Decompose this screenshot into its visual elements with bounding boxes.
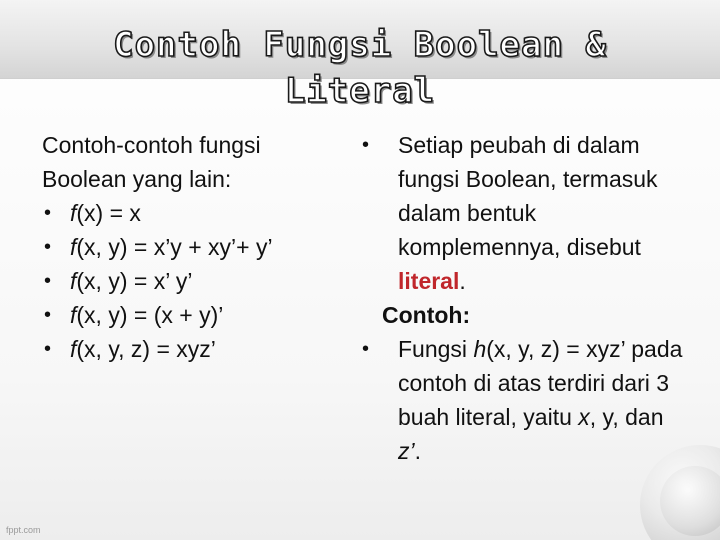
example-literal-x: x bbox=[578, 404, 590, 430]
left-column bbox=[42, 128, 342, 366]
function-list bbox=[42, 196, 342, 366]
bullet-icon: • bbox=[44, 202, 52, 224]
literal-keyword: literal bbox=[398, 268, 460, 294]
slide-title bbox=[60, 22, 660, 114]
list-item bbox=[42, 230, 342, 264]
bullet-icon: • bbox=[44, 236, 52, 258]
bullet-icon: • bbox=[44, 304, 52, 326]
right-column bbox=[362, 128, 692, 468]
watermark: fppt.com bbox=[6, 525, 41, 535]
example-label: Contoh: bbox=[382, 302, 471, 328]
list-item bbox=[42, 298, 342, 332]
example-description: pada contoh di atas terdiri dari 3 buah literal, yaitu bbox=[398, 336, 683, 430]
example-text bbox=[362, 332, 692, 468]
function-name: f bbox=[70, 200, 77, 226]
literal-definition bbox=[362, 128, 692, 298]
function-name: f bbox=[70, 336, 77, 362]
intro-line-2: Boolean yang lain: bbox=[42, 166, 232, 192]
function-expression: (x, y, z) = xyz’ bbox=[76, 336, 216, 362]
function-expression: (x, y) = x’y + xy’+ y’ bbox=[76, 234, 273, 260]
function-expression: (x) = x bbox=[76, 200, 141, 226]
example-function-name: h bbox=[473, 336, 487, 362]
bullet-icon: • bbox=[362, 338, 370, 360]
bullet-icon: • bbox=[44, 270, 52, 292]
bullet-icon: • bbox=[44, 338, 52, 360]
function-expression: (x, y) = (x + y)’ bbox=[76, 302, 224, 328]
list-item bbox=[42, 264, 342, 298]
list-item bbox=[42, 332, 342, 366]
function-name: f bbox=[70, 302, 77, 328]
function-expression: (x, y) = x’ y’ bbox=[76, 268, 193, 294]
title-line-1: Contoh Fungsi Boolean & bbox=[113, 25, 607, 65]
example-expression: (x, y, z) = xyz’ bbox=[486, 336, 625, 362]
intro-line-1: Contoh-contoh fungsi bbox=[42, 132, 261, 158]
function-name: f bbox=[70, 234, 77, 260]
title-line-2: Literal bbox=[284, 71, 436, 111]
example-end: . bbox=[414, 438, 422, 464]
definition-end: . bbox=[459, 268, 466, 294]
list-item bbox=[42, 196, 342, 230]
example-literal-z: z’ bbox=[398, 438, 415, 464]
bullet-icon: • bbox=[362, 134, 370, 156]
example-prefix: Fungsi bbox=[398, 336, 468, 362]
function-name: f bbox=[70, 268, 77, 294]
example-separator: , y, dan bbox=[589, 404, 664, 430]
left-intro bbox=[42, 128, 342, 196]
definition-text: Setiap peubah di dalam fungsi Boolean, termasuk dalam bentuk komplemennya, disebut bbox=[398, 132, 658, 260]
